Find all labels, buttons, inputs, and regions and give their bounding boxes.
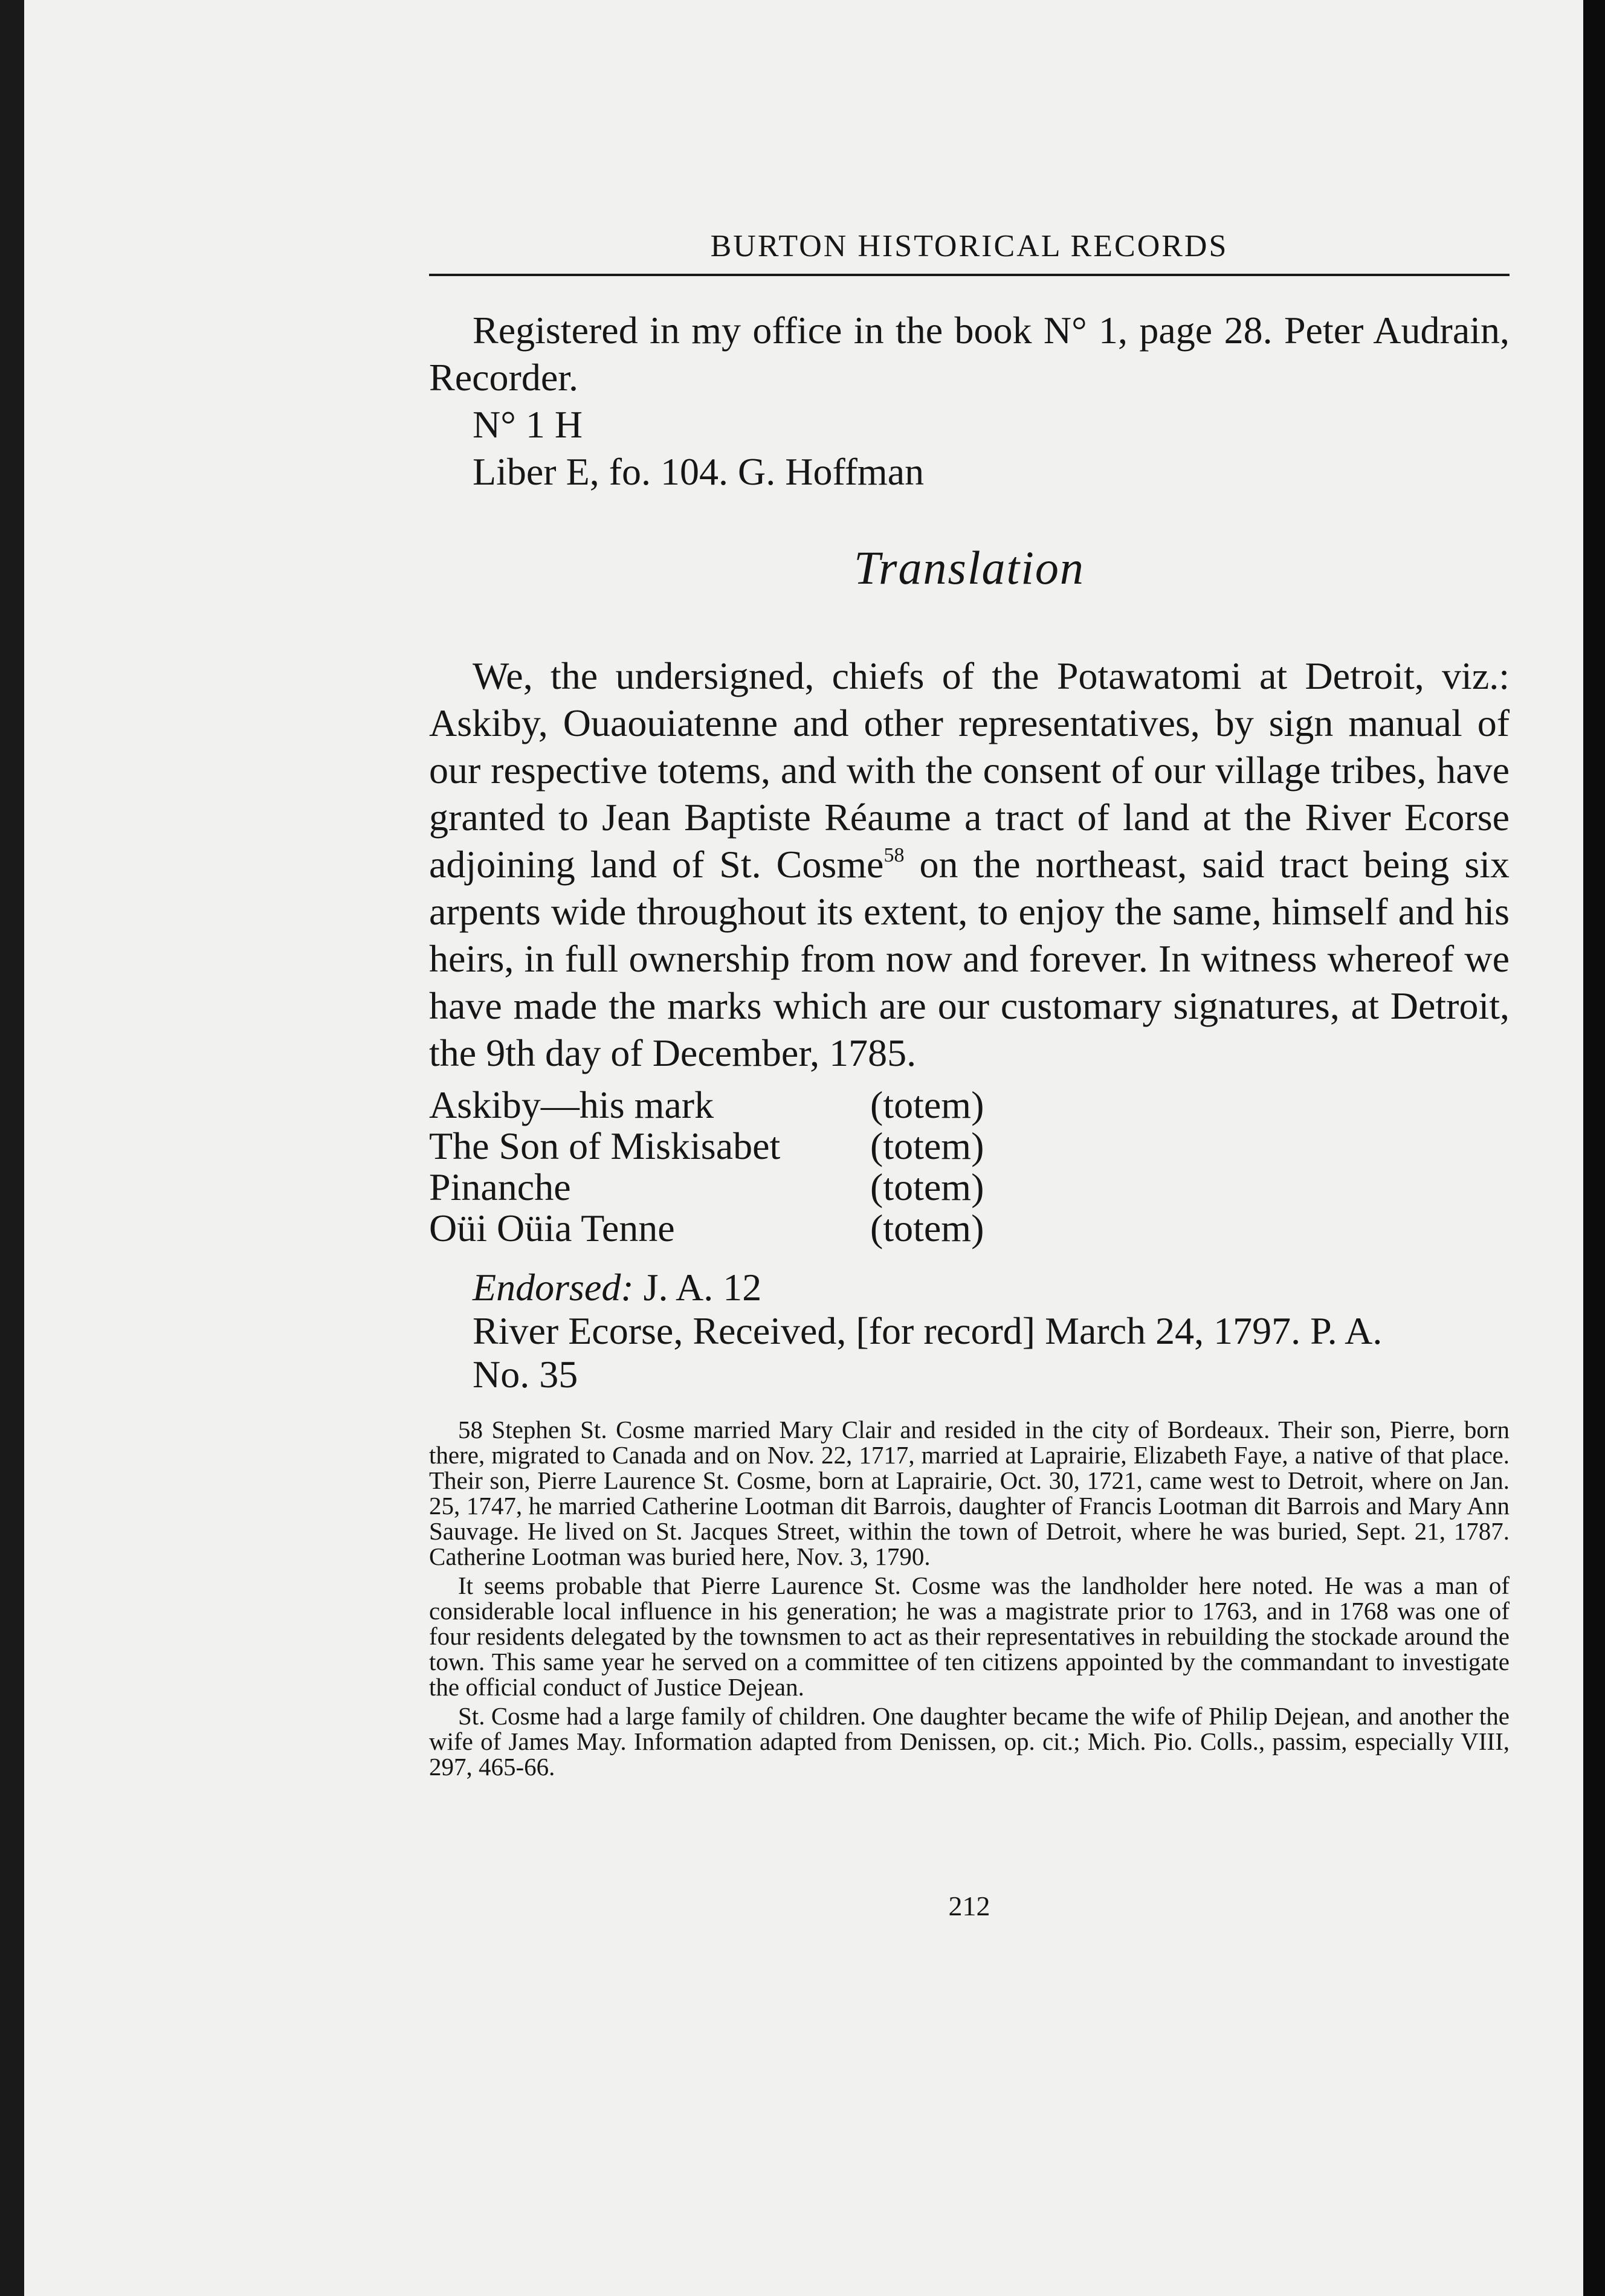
grant-text-part: We, the undersigned, chiefs of the Potawatomi at Detroit, viz.: Askiby, Ouaouiatenne and other representatives, by sign manual of our respective totems, and with the consent of our village tribes, have granted to Jean Baptiste Réaume a tract of land at the River Ecorse adjoining land of St. Cosme — [429, 654, 1510, 886]
footnotes — [429, 1417, 1510, 1783]
endorsement — [429, 1266, 1510, 1396]
signatory-name: The Son of Miskisabet — [429, 1124, 781, 1167]
grant-paragraph — [429, 653, 1510, 1077]
liber-reference: Liber E, fo. 104. G. Hoffman — [473, 450, 925, 493]
signatory-mark: (totem) — [870, 1083, 984, 1126]
page-edge-shadow — [1583, 0, 1605, 2296]
translation-heading: Translation — [854, 541, 1085, 594]
signature-row — [429, 1167, 1510, 1208]
registration-line: Registered in my office in the book N° 1, page 28. Peter Audrain, Recorder. — [429, 309, 1510, 399]
running-head: BURTON HISTORICAL RECORDS — [710, 229, 1229, 263]
endorsement-line — [429, 1266, 1510, 1309]
footnote-reference: 58 — [883, 844, 905, 866]
registration-record — [429, 307, 1510, 495]
signatory-mark: (totem) — [870, 1124, 984, 1167]
record-number: N° 1 H — [473, 403, 583, 446]
signature-row — [429, 1126, 1510, 1167]
endorsement-received: River Ecorse, Received, [for record] March 24, 1797. P. A. — [473, 1309, 1383, 1352]
grant-text-part: on the northeast, said tract being six arpents wide throughout its extent, to enjoy the same, himself and his heirs, in full ownership from now and forever. In witness whereof we have made the marks which are our customary signatures, at Detroit, the 9th day of December, 1785. — [429, 843, 1510, 1074]
endorsement-label: Endorsed: — [473, 1266, 634, 1309]
signature-row — [429, 1208, 1510, 1249]
grant-text — [429, 653, 1510, 1077]
footnote-continuation: St. Cosme had a large family of children. One daughter became the wife of Philip Dejean, and another the wife of James May. Information adapted from Denissen, op. cit.; Mich. Pio. Colls., passim, especially VIII, 297, 465-66. — [429, 1702, 1510, 1781]
page-number: 212 — [948, 1891, 990, 1921]
signatory-mark: (totem) — [870, 1166, 984, 1208]
signatory-name: Pinanche — [429, 1166, 571, 1208]
signatory-name: Oüi Oüia Tenne — [429, 1207, 675, 1250]
signature-row — [429, 1085, 1510, 1126]
footnote-continuation: It seems probable that Pierre Laurence St. Cosme was the landholder here noted. He was a man of considerable local influence in his generation; he was a magistrate prior to 1763, and in 1768 was one of four residents delegated by the townsmen to act as their representatives in rebuilding the stockade around the town. This same year he served on a committee of ten citizens appointed by the commandant to investigate the official conduct of Justice Dejean. — [429, 1572, 1510, 1701]
document-page — [24, 0, 1605, 2296]
signatory-name: Askiby—his mark — [429, 1083, 714, 1126]
header-rule — [429, 274, 1510, 276]
endorsement-value: J. A. 12 — [633, 1266, 762, 1309]
signature-list — [429, 1085, 1510, 1249]
endorsement-number: No. 35 — [473, 1353, 578, 1396]
signatory-mark: (totem) — [870, 1207, 984, 1250]
footnote-58: 58 Stephen St. Cosme married Mary Clair and resided in the city of Bordeaux. Their son, Pierre, born there, migrated to Canada and on Nov. 22, 1717, married at Laprairie, Elizabeth Faye, a native of that place. Their son, Pierre Laurence St. Cosme, born at Laprairie, Oct. 30, 1721, came west to Detroit, where on Jan. 25, 1747, he married Catherine Lootman dit Barrois, daughter of Francis Lootman dit Barrois and Mary Ann Sauvage. He lived on St. Jacques Street, within the town of Detroit, where he was buried, Sept. 21, 1787. Catherine Lootman was buried here, Nov. 3, 1790. — [429, 1416, 1510, 1570]
